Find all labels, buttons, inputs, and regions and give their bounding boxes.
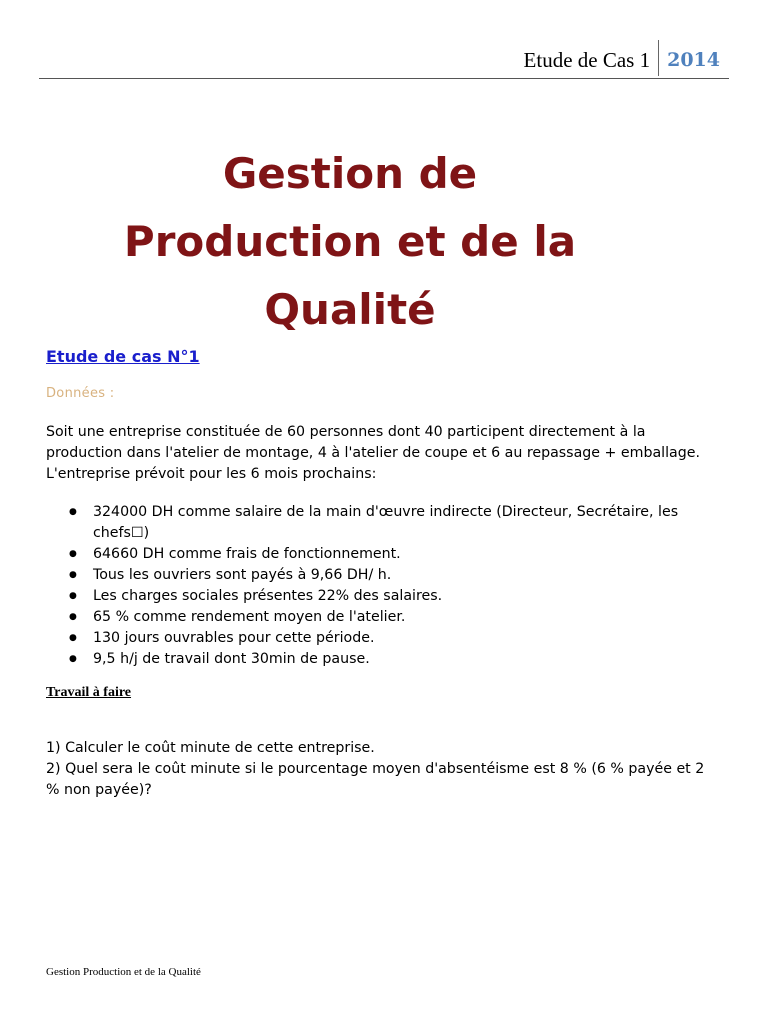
bullet-icon: ● bbox=[69, 633, 77, 643]
page-header bbox=[524, 44, 720, 76]
page-footer: Gestion Production et de la Qualité bbox=[46, 966, 201, 978]
bullet-item bbox=[46, 586, 726, 607]
donnees-label: Données : bbox=[46, 386, 115, 401]
question-2-cont: % non payée)? bbox=[46, 782, 152, 798]
intro-line-2: production dans l'atelier de montage, 4 à l'atelier de coupe et 6 au repassage + emballage. bbox=[46, 445, 700, 461]
title-line-1: Gestion de bbox=[222, 149, 478, 198]
bullet-text: 64660 DH comme frais de fonctionnement. bbox=[93, 546, 401, 562]
travail-heading: Travail à faire bbox=[46, 685, 132, 700]
bullet-item bbox=[46, 607, 726, 628]
bullet-text: 65 % comme rendement moyen de l'atelier. bbox=[93, 609, 406, 625]
questions-block bbox=[46, 738, 726, 801]
title-line-2: Production et de la bbox=[123, 217, 577, 266]
bullet-text: 9,5 h/j de travail dont 30min de pause. bbox=[93, 651, 370, 667]
title-line-3: Qualité bbox=[264, 285, 436, 334]
bullet-icon: ● bbox=[69, 612, 77, 622]
bullet-item bbox=[46, 649, 726, 670]
header-title: Etude de Cas 1 bbox=[523, 48, 651, 72]
intro-paragraph bbox=[46, 422, 736, 485]
document-title bbox=[40, 140, 660, 344]
bullet-text: 130 jours ouvrables pour cette période. bbox=[93, 630, 375, 646]
bullet-icon: ● bbox=[69, 654, 77, 664]
bullet-item bbox=[46, 544, 726, 565]
bullet-text: Tous les ouvriers sont payés à 9,66 DH/ h. bbox=[93, 567, 392, 583]
bullet-text-cont: chefs☐) bbox=[93, 525, 150, 541]
bullet-icon: ● bbox=[69, 570, 77, 580]
intro-line-1: Soit une entreprise constituée de 60 personnes dont 40 participent directement à la bbox=[46, 424, 646, 440]
case-heading[interactable]: Etude de cas N°1 bbox=[46, 347, 200, 366]
bullet-item bbox=[46, 502, 726, 544]
bullet-icon: ● bbox=[69, 507, 77, 517]
bullet-text: 324000 DH comme salaire de la main d'œuvre indirecte (Directeur, Secrétaire, les bbox=[93, 504, 679, 520]
bullet-text: Les charges sociales présentes 22% des salaires. bbox=[93, 588, 443, 604]
bullet-item bbox=[46, 565, 726, 586]
intro-line-3: L'entreprise prévoit pour les 6 mois prochains: bbox=[46, 466, 377, 482]
question-2: 2) Quel sera le coût minute si le pourcentage moyen d'absentéisme est 8 % (6 % payée et 2 bbox=[46, 761, 705, 777]
data-bullet-list bbox=[46, 502, 726, 670]
bullet-icon: ● bbox=[69, 591, 77, 601]
header-rule bbox=[39, 78, 729, 79]
header-year: 2014 bbox=[667, 49, 720, 71]
bullet-item bbox=[46, 628, 726, 649]
question-1: 1) Calculer le coût minute de cette entreprise. bbox=[46, 740, 375, 756]
bullet-icon: ● bbox=[69, 549, 77, 559]
